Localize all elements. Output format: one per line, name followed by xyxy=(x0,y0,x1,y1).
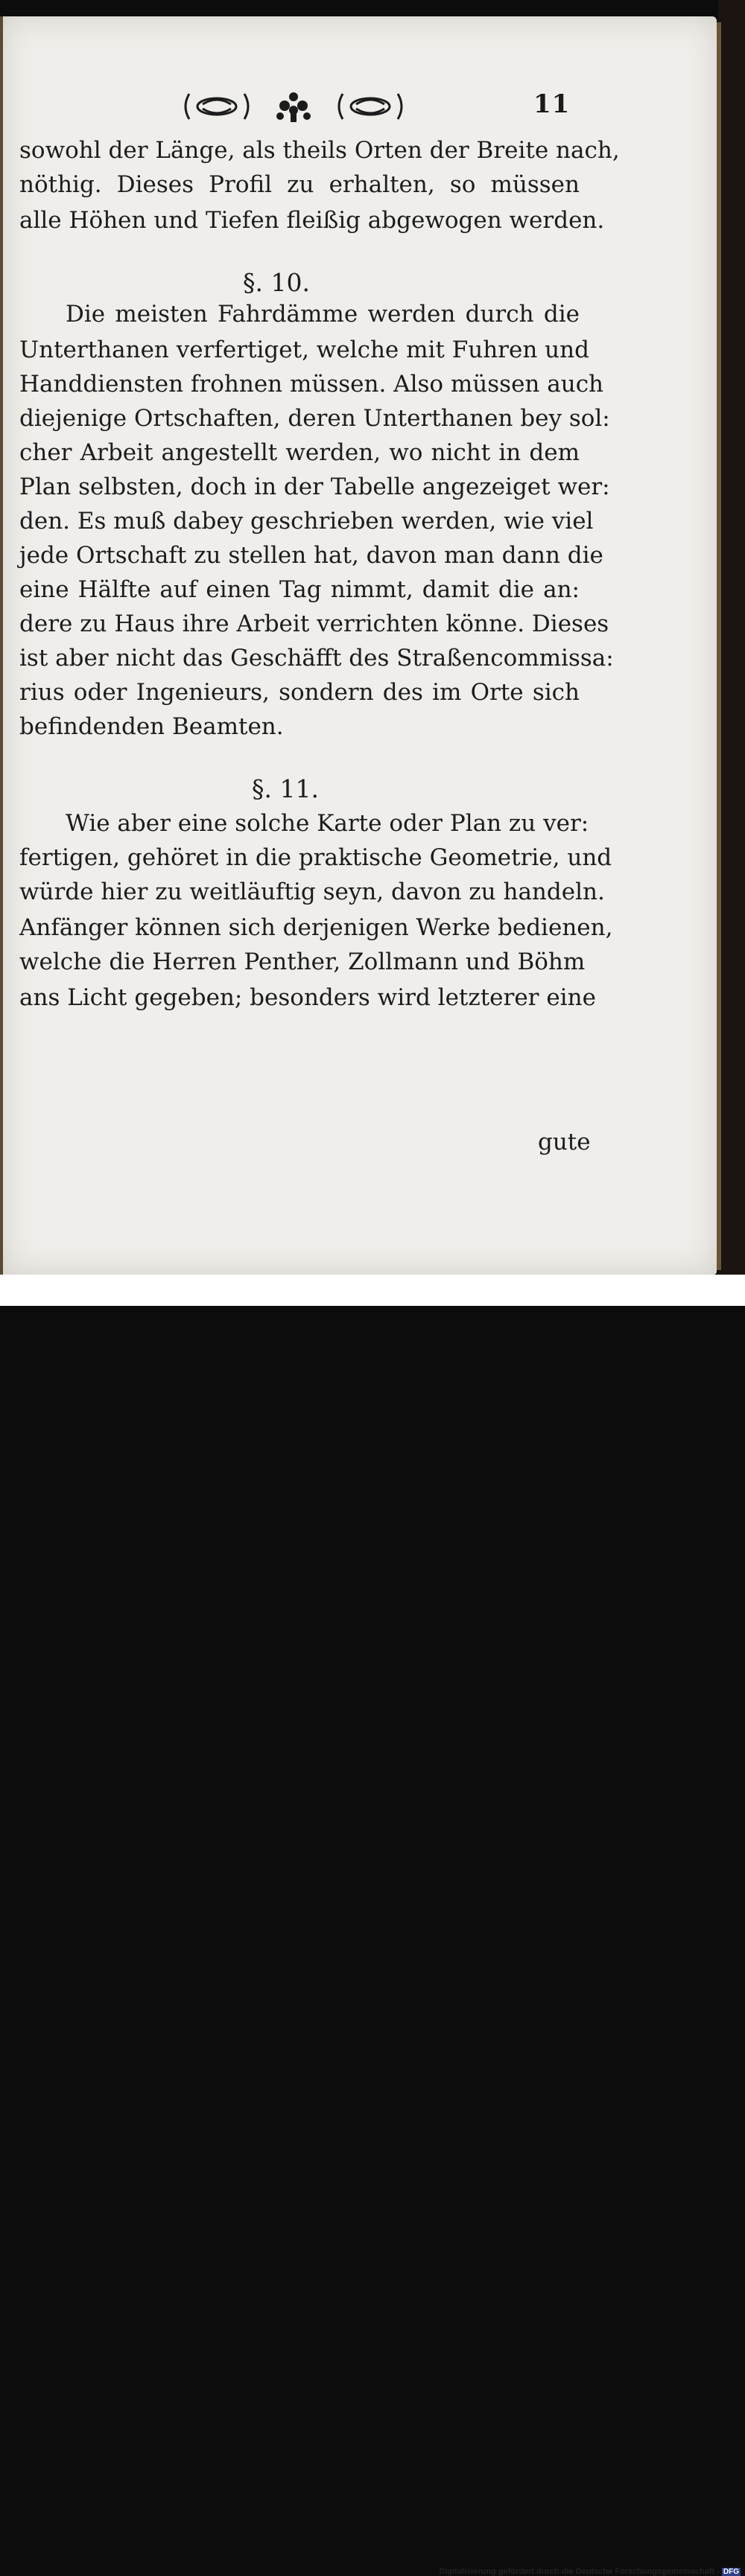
text-line: nöthig. Dieses Profil zu erhalten, so müssen xyxy=(19,171,580,198)
text-line: Die meisten Fahrdämme werden durch die xyxy=(66,301,580,328)
footer-strip xyxy=(0,1275,745,2576)
section-heading: §. 10. xyxy=(243,268,310,297)
text-line: ist aber nicht das Geschäfft des Straßencommissa: xyxy=(19,645,614,672)
text-line: jede Ortschaft zu stellen hat, davon man dann die xyxy=(19,542,603,569)
text-line: fertigen, gehöret in die praktische Geometrie, und xyxy=(19,844,612,871)
text-line: dere zu Haus ihre Arbeit verrichten könne. Dieses xyxy=(19,610,609,637)
text-line: Handdiensten frohnen müssen. Also müssen auch xyxy=(19,371,604,398)
printer-ornament-icon xyxy=(182,88,405,125)
page-number: 11 xyxy=(533,89,571,119)
text-line: welche die Herren Penther, Zollmann und Böhm xyxy=(19,949,586,975)
text-line: ans Licht gegeben; besonders wird letzterer eine xyxy=(19,984,596,1011)
page-fore-edge xyxy=(717,22,721,1270)
text-line: würde hier zu weitläuftig seyn, davon zu handeln. xyxy=(19,879,605,905)
credit-text: Digitalisierung gefördert durch die Deutsche Forschungsgemeinschaft - xyxy=(439,2567,720,2576)
text-line: cher Arbeit angestellt werden, wo nicht in dem xyxy=(19,439,580,466)
text-line: den. Es muß dabey geschrieben werden, wie viel xyxy=(19,508,594,535)
book-page xyxy=(3,16,717,1275)
text-line: Plan selbsten, doch in der Tabelle angezeiget wer: xyxy=(19,474,610,500)
text-line: diejenige Ortschaften, deren Unterthanen bey sol: xyxy=(19,405,610,432)
text-line: rius oder Ingenieurs, sondern des im Orte sich xyxy=(19,679,580,706)
text-line: befindenden Beamten. xyxy=(19,713,284,740)
text-line: Anfänger können sich derjenigen Werke bedienen, xyxy=(19,914,613,941)
text-line: eine Hälfte auf einen Tag nimmt, damit die an: xyxy=(19,576,580,603)
dfg-logo-icon: DFG xyxy=(723,2568,739,2576)
running-header xyxy=(3,88,717,125)
text-line: Wie aber eine solche Karte oder Plan zu ver: xyxy=(66,810,589,837)
book-edge-right xyxy=(718,0,745,1306)
text-line: Unterthanen verfertiget, welche mit Fuhren und xyxy=(19,337,589,363)
digitization-credit xyxy=(439,2567,741,2576)
text-line: alle Höhen und Tiefen fleißig abgewogen werden. xyxy=(19,207,605,234)
section-heading: §. 11. xyxy=(252,774,319,803)
catchword: gute xyxy=(538,1129,591,1155)
text-line: sowohl der Länge, als theils Orten der Breite nach, xyxy=(19,137,620,164)
